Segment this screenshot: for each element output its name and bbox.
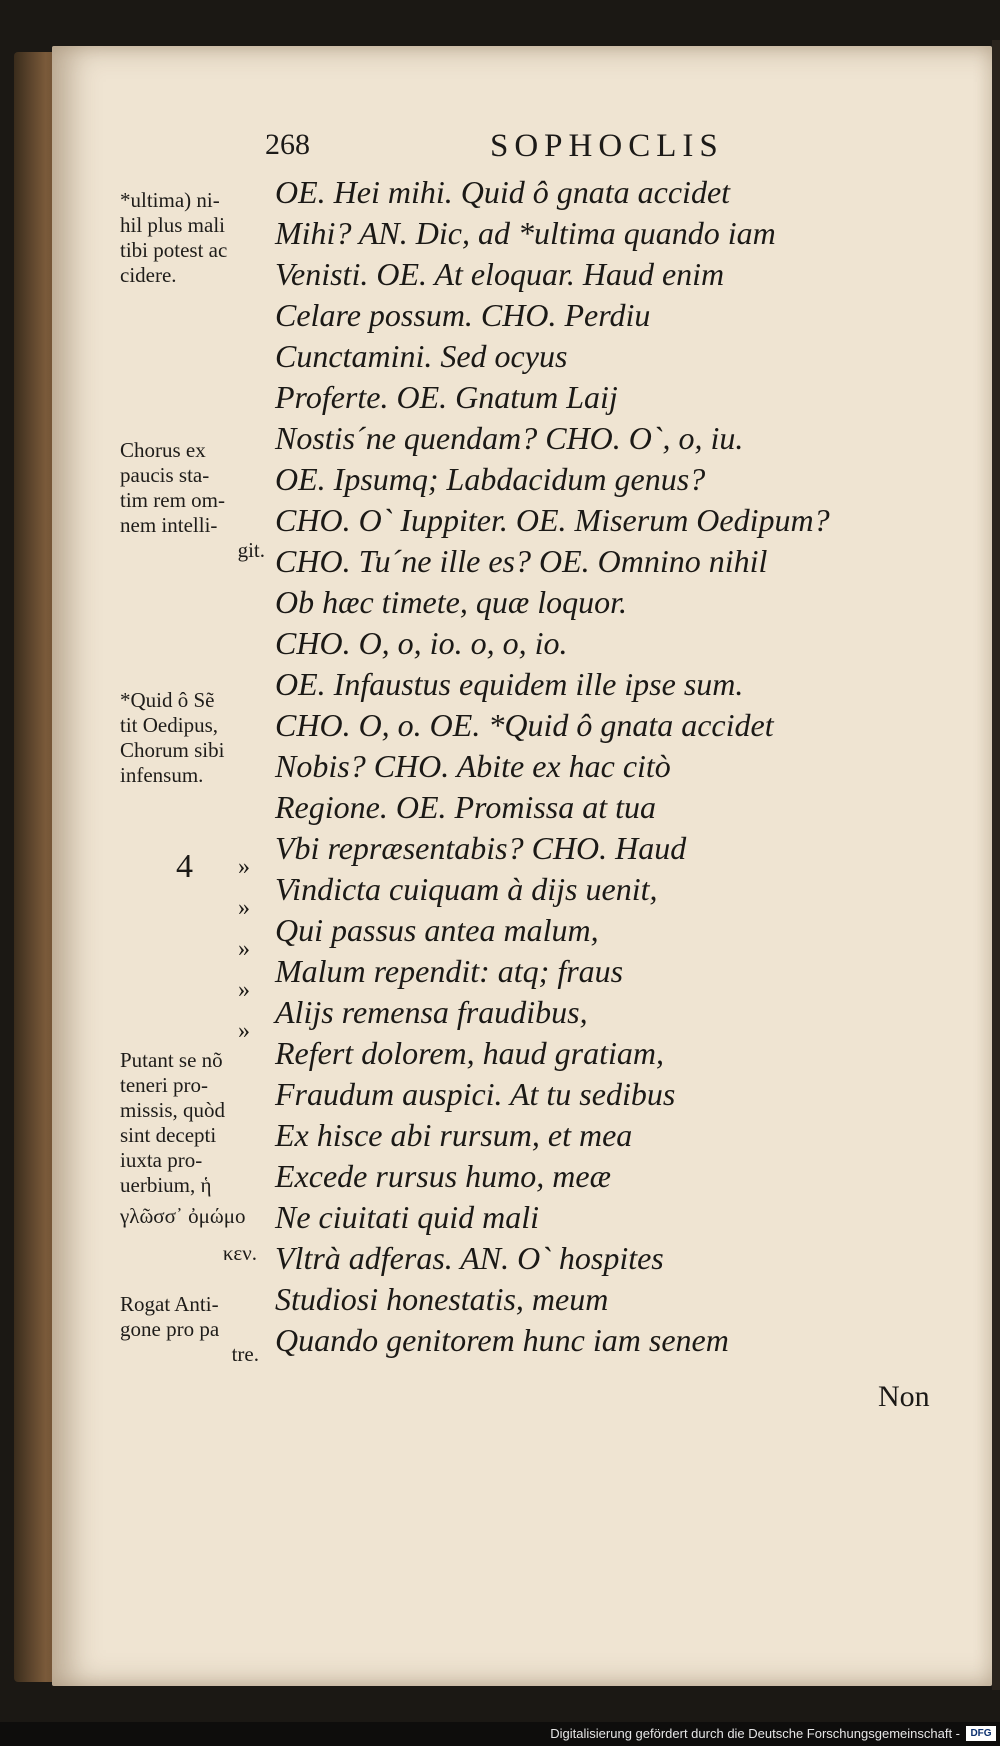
quotation-mark: » — [238, 977, 250, 1003]
margin-note-line: missis, quòd — [120, 1098, 226, 1122]
verse-line: Regione. OE. Promissa at tua — [275, 789, 656, 825]
quotation-mark: » — [238, 936, 250, 962]
margin-note-line: Chorus ex — [120, 438, 206, 462]
page-edge-shadow — [992, 40, 1000, 1690]
verse-line: Ne ciuitati quid mali — [275, 1199, 539, 1235]
margin-note-line: Rogat Anti- — [120, 1292, 219, 1316]
verse-line: OE. Hei mihi. Quid ô gnata accidet — [275, 174, 731, 210]
verse-line: Ob hæc timete, quæ loquor. — [275, 584, 627, 620]
verse-line: Alijs remensa fraudibus, — [275, 994, 588, 1030]
verse-line: Celare possum. CHO. Perdiu — [275, 297, 651, 333]
margin-note-line: tim rem om- — [120, 488, 225, 512]
verse-line: CHO. O, o, io. o, o, io. — [275, 625, 568, 661]
verse-line: Vltrà adferas. AN. O` hospites — [275, 1240, 664, 1276]
margin-note-line: hil plus mali — [120, 213, 225, 237]
margin-note — [120, 688, 265, 788]
verse-line: Vindicta cuiquam à dijs uenit, — [275, 871, 658, 907]
margin-note-line: tibi potest ac — [120, 238, 228, 262]
margin-note — [120, 1292, 265, 1367]
margin-note-line: tre. — [231, 1342, 259, 1366]
running-title: SOPHOCLIS — [490, 128, 724, 164]
margin-note-line: γλῶσσ᾽ ὀμώμο — [120, 1204, 246, 1228]
margin-note-line: teneri pro- — [120, 1073, 209, 1097]
verse-line: Proferte. OE. Gnatum Laij — [275, 379, 618, 415]
dfg-logo: DFG — [966, 1726, 996, 1741]
verse-line: OE. Infaustus equidem ille ipse sum. — [275, 666, 744, 702]
margin-note-line: iuxta pro- — [120, 1148, 203, 1172]
verse-line: Nostis´ne quendam? CHO. O`, o, iu. — [275, 420, 744, 456]
margin-note-line: κεν. — [222, 1241, 257, 1265]
verse-line: Fraudum auspici. At tu sedibus — [275, 1076, 676, 1112]
margin-note-line: *ultima) ni- — [120, 188, 220, 212]
quotation-mark: » — [238, 895, 250, 921]
margin-note — [120, 1048, 265, 1266]
verse-line: Nobis? CHO. Abite ex hac citò — [275, 748, 671, 784]
verse-line: Venisti. OE. At eloquar. Haud enim — [275, 256, 725, 292]
margin-note-line: paucis sta- — [120, 463, 210, 487]
margin-note-line: cidere. — [120, 263, 177, 287]
verse-line: Cunctamini. Sed ocyus — [275, 338, 568, 374]
verse-line: Qui passus antea malum, — [275, 912, 599, 948]
footer-credit: Digitalisierung gefördert durch die Deutsche Forschungsgemeinschaft - — [550, 1726, 960, 1741]
quotation-mark: » — [238, 1018, 250, 1044]
margin-note-line: sint decepti — [120, 1123, 217, 1147]
margin-note-line: Putant se nõ — [120, 1048, 223, 1072]
verse-line: OE. Ipsumq; Labdacidum genus? — [275, 461, 706, 497]
page-header — [265, 128, 765, 172]
margin-note-line: git. — [237, 538, 265, 562]
verse-line: Malum rependit: atq; fraus — [275, 953, 624, 989]
verse-line: CHO. O, o. OE. *Quid ô gnata accidet — [275, 707, 774, 743]
margin-note-line: infensum. — [120, 763, 204, 787]
verse-line: CHO. Tu´ne ille es? OE. Omnino nihil — [275, 543, 768, 579]
margin-note-line: Chorum sibi — [120, 738, 225, 762]
catchword: Non — [878, 1380, 930, 1413]
margin-note-line: *Quid ô Sẽ — [120, 688, 215, 712]
quotation-mark: » — [238, 854, 250, 880]
margin-note-line: gone pro pa — [120, 1317, 220, 1341]
verse-line: Excede rursus humo, meæ — [275, 1158, 611, 1194]
verse-line: Quando genitorem hunc iam senem — [275, 1322, 729, 1358]
verse-line: Vbi repræsentabis? CHO. Haud — [275, 830, 687, 866]
page-number: 268 — [265, 128, 310, 161]
margin-note-line: uerbium, ἡ — [120, 1173, 212, 1197]
margin-note — [120, 188, 265, 288]
margin-note-line: tit Oedipus, — [120, 713, 218, 737]
margin-note — [120, 438, 265, 563]
footer-bar — [0, 1722, 1000, 1746]
verse-line: Ex hisce abi rursum, et mea — [275, 1117, 633, 1153]
side-number: 4 — [176, 848, 193, 885]
verse-line: Studiosi honestatis, meum — [275, 1281, 609, 1317]
verse-line: Mihi? AN. Dic, ad *ultima quando iam — [275, 215, 776, 251]
verse-line: CHO. O` Iuppiter. OE. Miserum Oedipum? — [275, 502, 830, 538]
verse-line: Refert dolorem, haud gratiam, — [275, 1035, 664, 1071]
margin-note-line: nem intelli- — [120, 513, 218, 537]
